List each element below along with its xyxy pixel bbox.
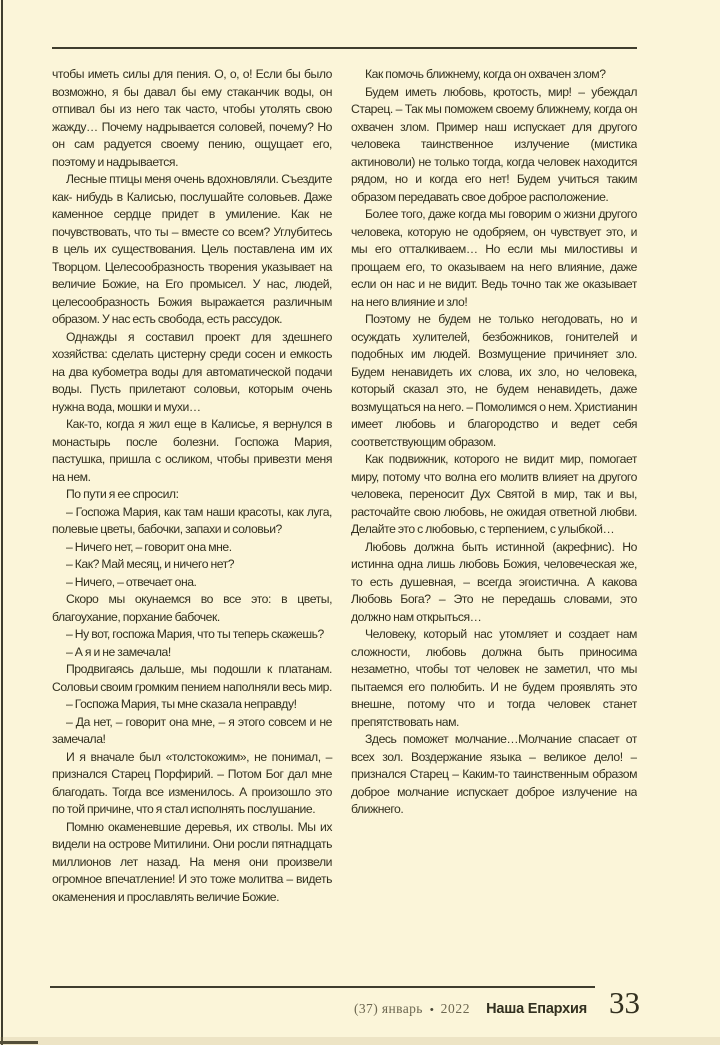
paragraph: По пути я ее спросил:: [66, 487, 179, 501]
paragraph: Как помочь ближнему, когда он охвачен злом?: [365, 67, 606, 81]
paragraph: – Ничего нет, – говорит она мне.: [66, 539, 232, 554]
paragraph: – Госпожа Мария, ты мне сказала неправду!: [66, 697, 297, 711]
footer-year: 2022: [440, 1001, 471, 1016]
footer-bullet-separator: •: [429, 1004, 434, 1016]
paragraph: Помню окаменевшие деревья, их стволы. Мы их видели на острове Митилини. Они росли пятнадцать миллионов лет назад. На меня они произвели огромное впечатление! И это тоже молитва – видеть окаменения и прославлять величие Божие.: [52, 819, 332, 904]
paragraph: Поэтому не будем не только негодовать, но и осуждать хулителей, безбожников, гонителей и подобных им людей. Возмущение причиняет зло. Будем ненавидеть их слова, их зло, но человека, который сказал это, не будем ненавидеть, даже возмущаться на него. – Помолимся о нем. Христианин имеет любовь и благородство и ведет себя соответствующим образом.: [351, 312, 637, 449]
header-rule: [52, 47, 637, 49]
paragraph: Однажды я составил проект для здешнего хозяйства: сделать цистерну среди сосен и емкость на два кубометра воды для автоматической подачи воды. Пусть прилетают соловьи, которым очень нужна вода, мошки и мухи…: [52, 329, 332, 414]
paragraph: Как-то, когда я жил еще в Калисье, я вернулся в монастырь после болезни. Госпожа Мария, пастушка, пришла с осликом, чтобы привезти меня на нем.: [52, 417, 332, 484]
article-right-column: [351, 66, 637, 984]
scan-edge-bottom-shade: [0, 1037, 720, 1045]
paragraph: Здесь поможет молчание…Молчание спасает от всех зол. Воздержание языка – великое дело! – признался Старец – Каким-то таинственным образом доброе молчание испускает доброе излучение на ближнего.: [351, 732, 637, 816]
scan-edge-line: [1, 0, 3, 1045]
paragraph: Будем иметь любовь, кротость, мир! – убеждал Старец. – Так мы поможем своему ближнему, когда он охвачен злом. Пример наш испускает для другого человека таинственное излучение (мистика актиноволи) не только тогда, когда человек находится рядом, но и когда его нет! Будем учиться таким образом передавать свое доброе расположение.: [351, 84, 637, 204]
paragraph-continuation: чтобы иметь силы для пения. О, о, о! Если бы было возможно, я бы давал бы ему стаканчик воды, он отпивал бы из него так часто, чтобы утолять свою жажду… Почему надрывается соловей, почему? Но он сам радуется своему пению, ощущает его, поэтому и надрывается.: [52, 67, 332, 169]
paragraph: – Да нет, – говорит она мне, – я этого совсем и не замечала!: [52, 714, 332, 746]
paragraph: И я вначале был «толстокожим», не понимал, – признался Старец Порфирий. – Потом Бог дал мне благодать. Тогда все изменилось. А произошло это по той причине, что я стал исполнять послушание.: [52, 749, 332, 816]
page-footer: [52, 987, 640, 1018]
paragraph: Лесные птицы меня очень вдохновляли. Съездите как- нибудь в Калисью, послушайте соловьев. Даже каменное сердце придет в умиление. Как не почувствовать, что ты – вместе со всем? Углубитесь в цель их существования. Цель поставлена им их Творцом. Целесообразность творения указывает на величие Божие, на Его промысел. У нас, людей, целесообразность Божия выражается различным образом. У нас есть свобода, есть рассудок.: [52, 172, 332, 326]
paragraph: Любовь должна быть истинной (акрефнис). Но истинна одна лишь любовь Божия, человеческая же, то есть душевная, – всегда эгоистична. А какова Любовь Бога? – Это не передашь словами, это должно нам открыться…: [351, 539, 637, 624]
paragraph: – Госпожа Мария, как там наши красоты, как луга, полевые цветы, бабочки, запахи и соловьи?: [52, 504, 332, 536]
footer-publication-name: Наша Епархия: [486, 1001, 587, 1017]
paragraph: Более того, даже когда мы говорим о жизни другого человека, которую не одобряем, он чувствует это, и мы его отталкиваем… Но если мы милостивы и прощаем его, то оказываем на него влияние, даже если он нас и не видит. Ведь точно так же оказывает на него влияние и зло!: [351, 207, 637, 309]
paragraph: – Ничего, – отвечает она.: [66, 574, 197, 589]
paragraph: Скоро мы окунаемся во все это: в цветы, благоухание, порхание бабочек.: [52, 592, 332, 624]
paragraph: – А я и не замечала!: [66, 644, 171, 659]
footer-issue-date: (37) январь: [354, 1001, 423, 1016]
paragraph: Как подвижник, которого не видит мир, помогает миру, потому что волна его молитв влияет на другого человека, переносит Дух Святой в мир, так и вы, расточайте свою любовь, не ожидая ответной любви. Делайте это с любовью, с терпением, с улыбкой…: [351, 452, 637, 536]
footer-page-number: 33: [609, 985, 640, 1020]
paragraph: Продвигаясь дальше, мы подошли к платанам. Соловьи своим громким пением наполняли весь мир.: [52, 662, 332, 694]
paragraph: – Как? Май месяц, и ничего нет?: [66, 557, 235, 571]
article-left-column: [52, 66, 332, 984]
paragraph: – Ну вот, госпожа Мария, что ты теперь скажешь?: [66, 627, 324, 641]
article-body: [52, 66, 637, 984]
paragraph: Человеку, который нас утомляет и создает нам сложности, любовь должна быть приносима незаметно, чтобы тот человек не заметил, что мы пытаемся его полюбить. И не будем проявлять это внешне, потому что и тогда человек станет препятствовать нам.: [351, 627, 637, 729]
